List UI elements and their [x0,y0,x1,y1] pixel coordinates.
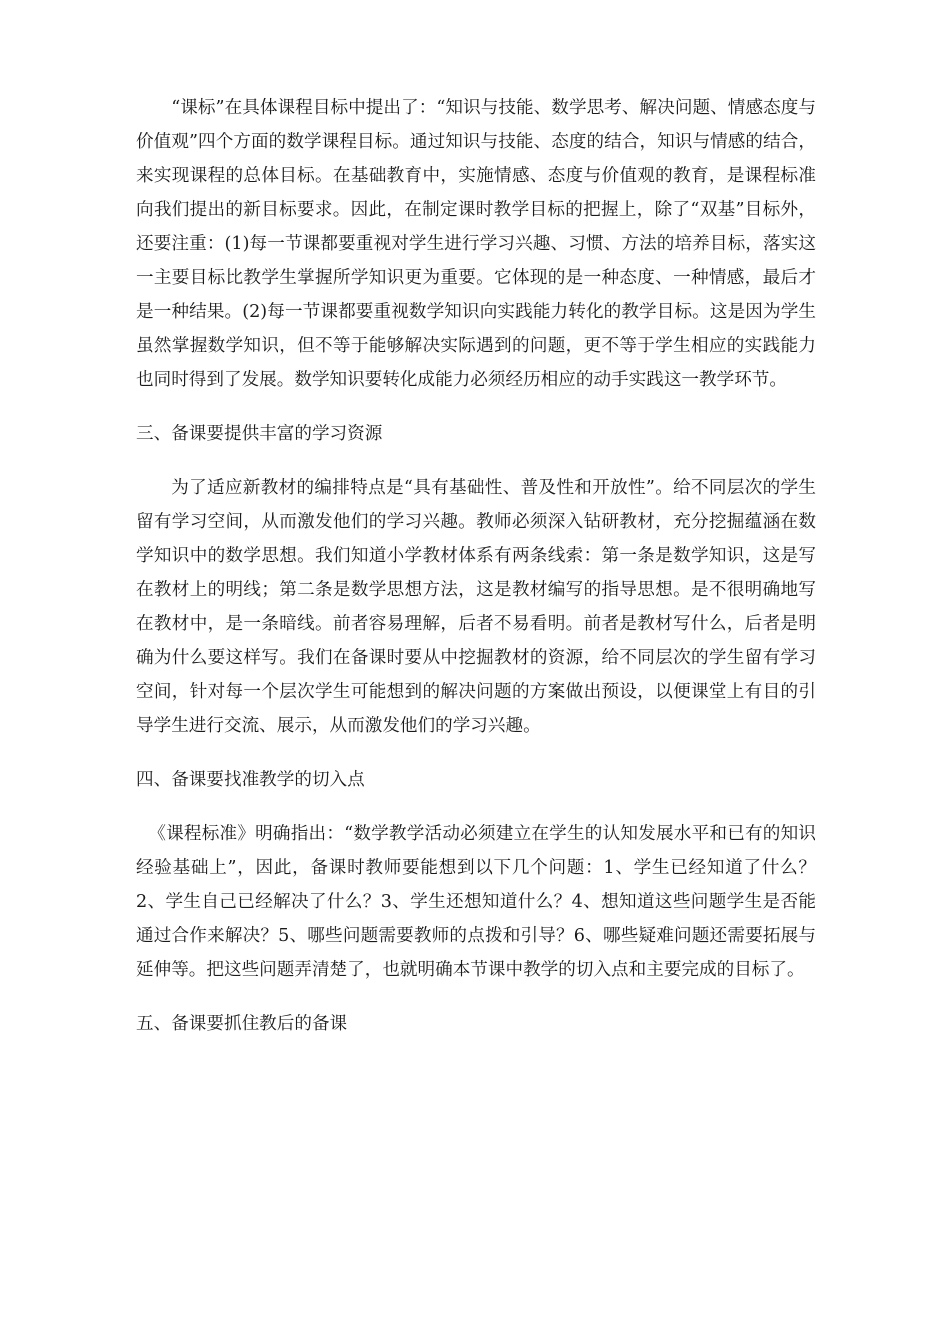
paragraph-entry-point: 《课程标准》明确指出：“数学教学活动必须建立在学生的认知发展水平和已有的知识经验基础上”，因此，备课时教师要能想到以下几个问题：1、学生已经知道了什么？2、学生自己已经解决了什么？3、学生还想知道什么？4、想知道这些问题学生是否能通过合作来解决？5、哪些问题需要教师的点拨和引导？6、哪些疑难问题还需要拓展与延伸等。把这些问题弄清楚了，也就明确本节课中教学的切入点和主要完成的目标了。 [136,824,816,980]
spacer [136,397,816,417]
paragraph-course-goals: “课标”在具体课程目标中提出了：“知识与技能、数学思考、解决问题、情感态度与价值观”四个方面的数学课程目标。通过知识与技能、态度的结合，知识与情感的结合，来实现课程的总体目标。在基础教育中，实施情感、态度与价值观的教育，是课程标准向我们提出的新目标要求。因此，在制定课时教学目标的把握上，除了“双基”目标外，还要注重：(1)每一节课都要重视对学生进行学习兴趣、习惯、方法的培养目标，落实这一主要目标比教学生掌握所学知识更为重要。它体现的是一种态度、一种情感，最后才是一种结果。(2)每一节课都要重视数学知识向实践能力转化的教学目标。这是因为学生虽然掌握数学知识，但不等于能够解决实际遇到的问题，更不等于学生相应的实践能力也同时得到了发展。数学知识要转化成能力必须经历相应的动手实践这一教学环节。 [136,98,816,390]
section-heading-3: 三、备课要提供丰富的学习资源 [136,424,383,444]
paragraph-learning-resources: 为了适应新教材的编排特点是“具有基础性、普及性和开放性”。给不同层次的学生留有学习空间，从而激发他们的学习兴趣。教师必须深入钻研教材，充分挖掘蕴涵在数学知识中的数学思想。我们知道小学教材体系有两条线索：第一条是数学知识，这是写在教材上的明线；第二条是数学思想方法，这是教材编写的指导思想。是不很明确地写在教材中，是一条暗线。前者容易理解，后者不易看明。前者是教材写什么，后者是明确为什么要这样写。我们在备课时要从中挖掘教材的资源，给不同层次的学生留有学习空间，针对每一个层次学生可能想到的解决问题的方案做出预设，以便课堂上有目的引导学生进行交流、展示，从而激发他们的学习兴趣。 [136,478,816,736]
document-body [136,91,816,1041]
spacer [136,987,816,1007]
section-heading-5: 五、备课要抓住教后的备课 [136,1014,348,1034]
spacer [136,451,816,471]
spacer [136,743,816,763]
section-heading-4: 四、备课要找准教学的切入点 [136,770,365,790]
spacer [136,797,816,817]
